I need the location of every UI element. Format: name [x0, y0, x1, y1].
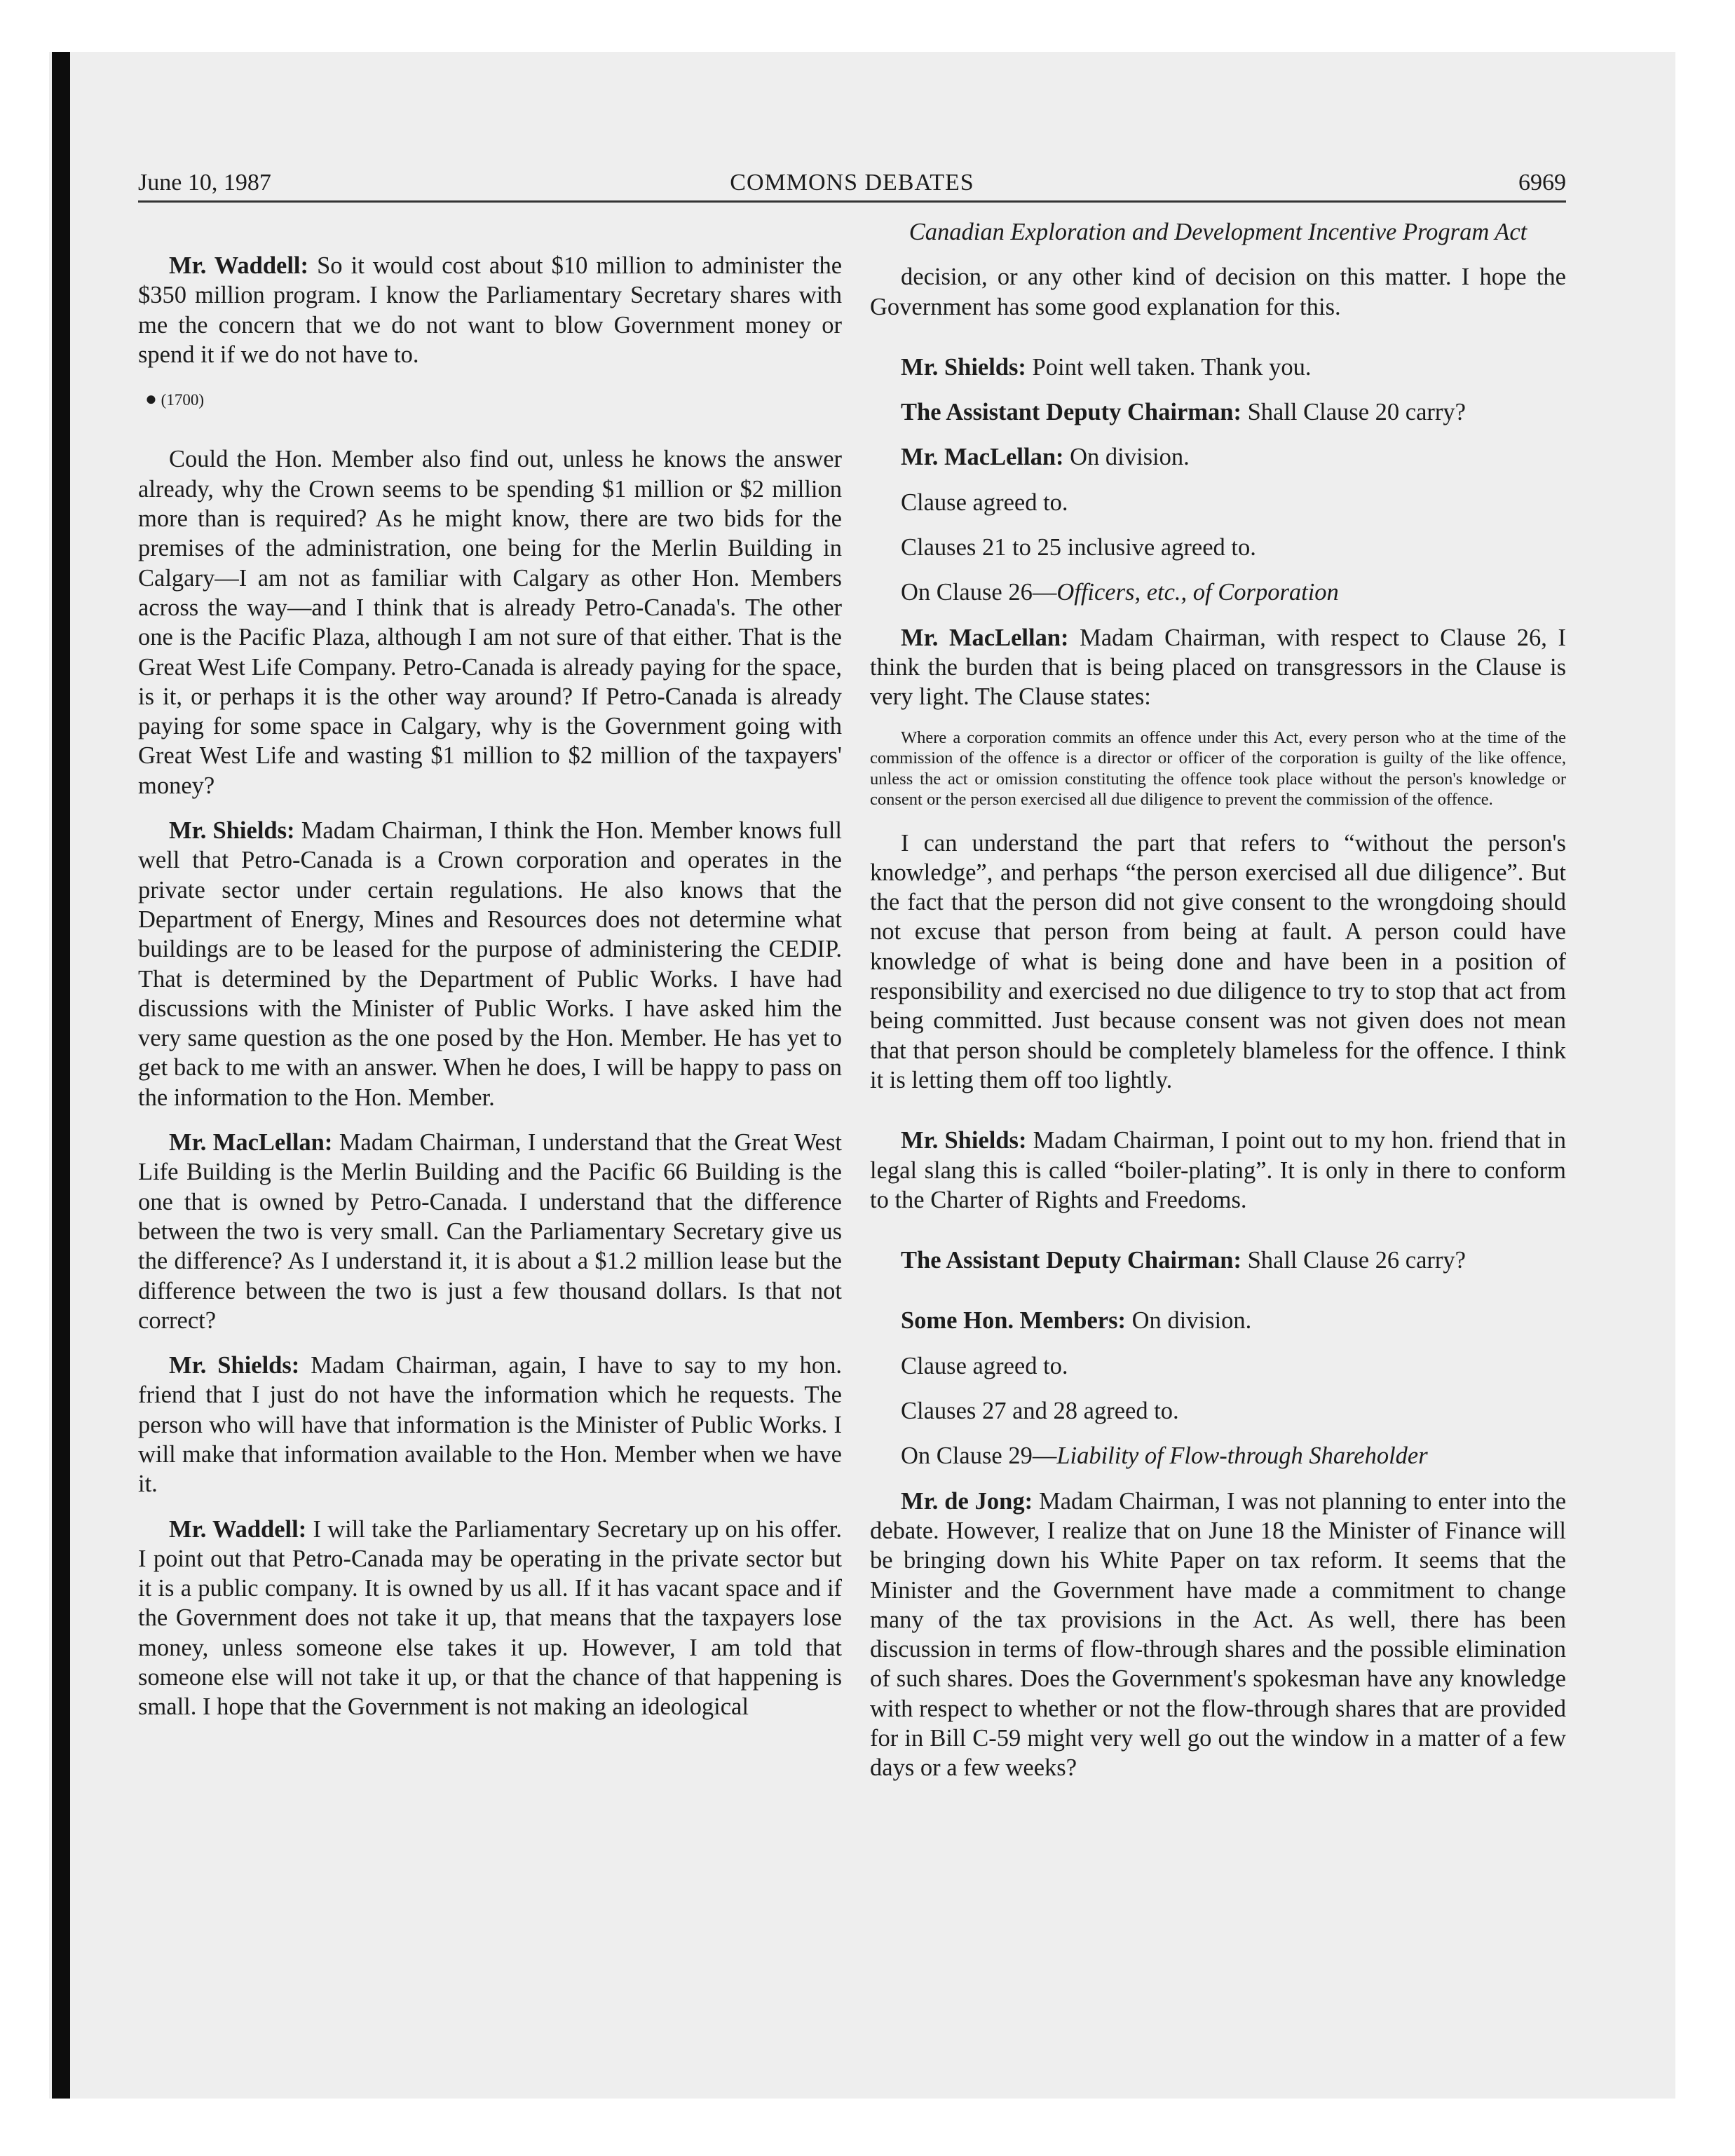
right-column: [870, 217, 1566, 1783]
speech-text: Madam Chairman, I think the Hon. Member knows full well that Petro-Canada is a Crown corporation and operates in the private sector under certain regulations. He also knows that the Department of Energy, Mines and Resources does not determine what buildings are to be leased for the purpose of administering the CEDIP. That is determined by the Department of Public Works. I have had discussions with the Minister of Public Works. I have asked him the very same question as the one posed by the Hon. Member. He has yet to get back to me with an answer. When he does, I will be happy to pass on the information to the Hon. Member.: [138, 817, 843, 1111]
speaker-name: Mr. Shields:: [169, 817, 295, 845]
speech-text: I will take the Parliamentary Secretary up on his offer. I point out that Petro-Canada may be operating in the private sector but it is a public company. It is owned by us all. If it has vacant space and if the Government does not take it up, that means that the taxpayers lose money, unless someone else takes it up. However, I am told that someone else will not take it up, or that the chance of that happening is small. I hope that the Government is not making an ideological: [138, 1515, 843, 1721]
speaker-name: The Assistant Deputy Chairman:: [901, 399, 1241, 426]
speech-text: So it would cost about $10 million to administer the $350 million program. I know the Parliamentary Secretary shares with me the concern that we do not want to blow Government money or spend it if we do not have to.: [138, 252, 843, 368]
paragraph: [870, 1487, 1566, 1783]
speech-text: Madam Chairman, I point out to my hon. friend that in legal slang this is called “boiler-plating”. It is only in there to conform to the Charter of Rights and Freedoms.: [870, 1127, 1566, 1213]
speaker-name: Mr. Waddell:: [169, 1515, 307, 1543]
procedural-note: Clause agreed to.: [901, 489, 1068, 516]
paragraph: [870, 1246, 1566, 1275]
block-quote: Where a corporation commits an offence under this Act, every person who at the time of the commission of the offence is a director or officer of the corporation is guilty of the like offence, unless the act or omission constituting the offence took place without the person's knowledge or consent or the person exercised all due diligence to prevent the commission of the offence.: [870, 728, 1566, 810]
speech-text: Shall Clause 26 carry?: [1241, 1247, 1466, 1274]
clause-title: Liability of Flow-through Shareholder: [1056, 1442, 1428, 1470]
paragraph: [870, 397, 1566, 427]
left-column: [138, 217, 842, 1722]
header-title: COMMONS DEBATES: [730, 170, 974, 196]
speech-text: decision, or any other kind of decision on this matter. I hope the Government has some good explanation for this.: [870, 264, 1566, 320]
clause-title: Officers, etc., of Corporation: [1056, 579, 1339, 606]
speaker-name: Mr. Shields:: [901, 1127, 1027, 1154]
speaker-name: Mr. Shields:: [169, 1352, 300, 1379]
speaker-name: Mr. Shields:: [901, 353, 1026, 381]
paragraph: [138, 1128, 842, 1335]
paragraph: [138, 1351, 842, 1499]
running-head: Canadian Exploration and Development Incentive Program Act: [909, 219, 1528, 245]
procedural-note: Clause agreed to.: [901, 1352, 1068, 1379]
speech-text: Madam Chairman, with respect to Clause 26, I think the burden that is being placed on transgressors in the Clause is very light. The Clause states:: [870, 624, 1566, 711]
procedural-note: Clauses 21 to 25 inclusive agreed to.: [901, 534, 1256, 561]
time-stamp: [138, 385, 842, 415]
speech-text: I can understand the part that refers to “without the person's knowledge”, and perhaps “the person exercised all due diligence”. But the fact that the person did not give consent to the wrongdoing should not excuse that person from being at fault. A person could have knowledge of what is being done and have been in a position of responsibility and exercised no due diligence to try to stop that act from being committed. Just because consent was not given does not mean that that person should be completely blameless for the offence. I think it is letting them off too lightly.: [870, 829, 1566, 1093]
speaker-name: The Assistant Deputy Chairman:: [901, 1247, 1241, 1274]
header-date: June 10, 1987: [138, 170, 271, 196]
paragraph: [870, 623, 1566, 712]
paragraph: [870, 828, 1566, 1096]
clause-prefix: On Clause 26—: [901, 579, 1057, 606]
clause-heading: [870, 1441, 1566, 1471]
speech-text: Point well taken. Thank you.: [1026, 353, 1312, 381]
speaker-name: Mr. Waddell:: [169, 252, 308, 279]
page-number: 6969: [1518, 170, 1566, 196]
paragraph: [870, 262, 1566, 322]
page-header: [138, 165, 1566, 203]
paragraph: [870, 1306, 1566, 1335]
paragraph: [870, 1126, 1566, 1215]
speech-text: Madam Chairman, I was not planning to enter into the debate. However, I realize that on June 18 the Minister of Finance will be bringing down his White Paper on tax reform. It seems that the Minister and the Government have made a commitment to change many of the tax provisions in the Act. As well, there has been discussion in terms of flow-through shares and the possible elimination of such shares. Does the Government's spokesman have any knowledge with respect to whether or not the flow-through shares that are provided for in Bill C-59 might very well go out the window in a matter of a few days or a few weeks?: [870, 1487, 1567, 1782]
speaker-name: Mr. MacLellan:: [901, 444, 1064, 471]
clause-prefix: On Clause 29—: [901, 1442, 1057, 1470]
paragraph: [870, 353, 1566, 382]
speaker-name: Mr. de Jong:: [901, 1487, 1033, 1515]
paragraph: [138, 444, 842, 800]
speech-text: On division.: [1125, 1307, 1252, 1335]
clause-heading: [870, 578, 1566, 607]
paragraph: [138, 251, 842, 369]
speech-text: Madam Chairman, again, I have to say to my hon. friend that I just do not have the information which he requests. The person who will have that information is the Minister of Public Works. I will make that information available to the Hon. Member when we have it.: [138, 1352, 842, 1498]
speech-text: Could the Hon. Member also find out, unless he knows the answer already, why the Crown seems to be spending $1 million or $2 million more than is required? As he might know, there are two bids for the premises of the administration, one being for the Merlin Building in Calgary—I am not as familiar with Calgary as other Hon. Members across the way—and I think that is already Petro-Canada's. The other one is the Pacific Plaza, although I am not sure of that either. That is the Great West Life Company. Petro-Canada is already paying for the space, is it, or perhaps it is the other way around? If Petro-Canada is already paying for some space in Calgary, why is the Government going with Great West Life and wasting $1 million to $2 million of the taxpayers' money?: [138, 446, 842, 799]
bullet-icon: ●: [145, 388, 157, 411]
speech-text: On division.: [1063, 444, 1190, 471]
speaker-name: Mr. MacLellan:: [169, 1129, 333, 1157]
paragraph: [870, 442, 1566, 472]
speech-text: Shall Clause 20 carry?: [1241, 399, 1466, 426]
time-stamp-text: (1700): [161, 391, 204, 409]
speaker-name: Some Hon. Members:: [901, 1307, 1126, 1335]
procedural-note: Clauses 27 and 28 agreed to.: [901, 1398, 1179, 1425]
speaker-name: Mr. MacLellan:: [901, 624, 1069, 651]
paragraph: [138, 1515, 842, 1722]
binding-edge: [52, 52, 70, 2099]
paragraph: [138, 816, 842, 1112]
speech-text: Madam Chairman, I understand that the Great West Life Building is the Merlin Building and the Pacific 66 Building is the one that is owned by Petro-Canada. I understand that the difference between the two is very small. Can the Parliamentary Secretary give us the difference? As I understand it, it is about a $1.2 million lease but the difference between the two is just a few thousand dollars. Is that not correct?: [138, 1129, 842, 1334]
